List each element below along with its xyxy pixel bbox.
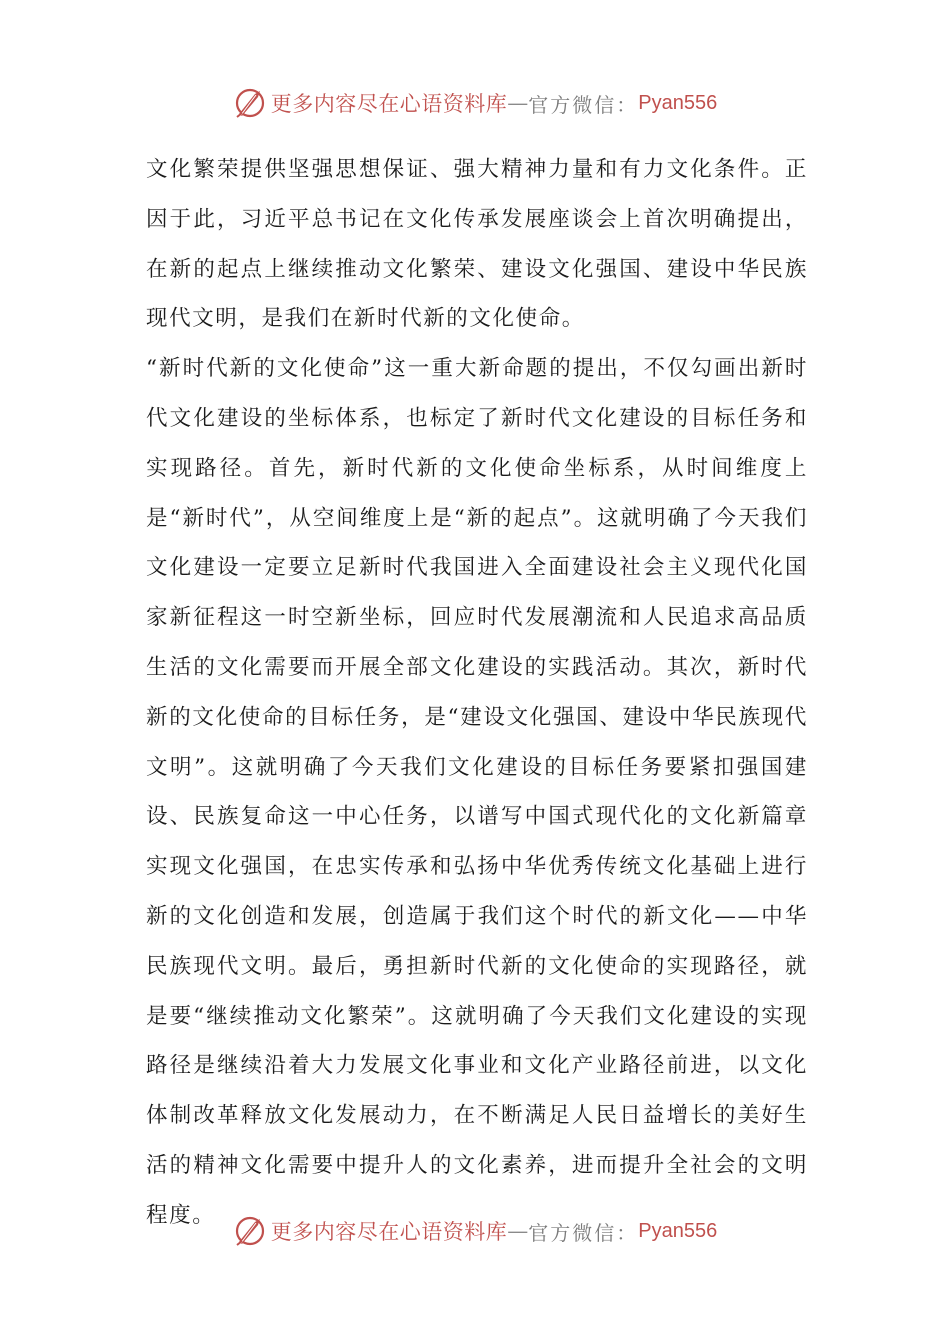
quill-pen-logo-icon (233, 86, 267, 120)
banner-sub-text: 官方微信： (528, 92, 639, 117)
banner-main-text: 更多内容尽在心语资料库 (270, 92, 508, 116)
banner-wechat-id: Pyan556 (638, 91, 718, 114)
banner-separator: — (507, 1219, 529, 1243)
quill-pen-logo-icon (233, 1214, 267, 1248)
header-banner (0, 83, 950, 123)
banner-sub-text: 官方微信： (528, 1220, 639, 1245)
paragraph: “新时代新的文化使命”这一重大新命题的提出，不仅勾画出新时代文化建设的坐标体系，也标定了新时代文化建设的目标任务和实现路径。首先，新时代新的文化使命坐标系，从时间维度上是“新时代”，从空间维度上是“新的起点”。这就明确了今天我们文化建设一定要立足新时代我国进入全面建设社会主义现代化国家新征程这一时空新坐标，回应时代发展潮流和人民追求高品质生活的文化需要而开展全部文化建设的实践活动。其次，新时代新的文化使命的目标任务，是“建设文化强国、建设中华民族现代文明”。这就明确了今天我们文化建设的目标任务要紧扣强国建设、民族复命这一中心任务，以谱写中国式现代化的文化新篇章实现文化强国，在忠实传承和弘扬中华优秀传统文化基础上进行新的文化创造和发展，创造属于我们这个时代的新文化——中华民族现代文明。最后，勇担新时代新的文化使命的实现路径，就是要“继续推动文化繁荣”。这就明确了今天我们文化建设的实现路径是继续沿着大力发展文化事业和文化产业路径前进，以文化体制改革释放文化发展动力，在不断满足人民日益增长的美好生活的精神文化需要中提升人的文化素养，进而提升全社会的文明程度。 (146, 356, 808, 1228)
banner-main-text: 更多内容尽在心语资料库 (270, 1220, 508, 1244)
document-body (146, 145, 808, 1241)
banner-separator: — (507, 91, 529, 115)
paragraph: 文化繁荣提供坚强思想保证、强大精神力量和有力文化条件。正因于此，习近平总书记在文化传承发展座谈会上首次明确提出，在新的起点上继续推动文化繁荣、建设文化强国、建设中华民族现代文明，是我们在新时代新的文化使命。 (146, 157, 808, 332)
footer-banner (0, 1211, 950, 1251)
banner-wechat-id: Pyan556 (638, 1219, 718, 1242)
